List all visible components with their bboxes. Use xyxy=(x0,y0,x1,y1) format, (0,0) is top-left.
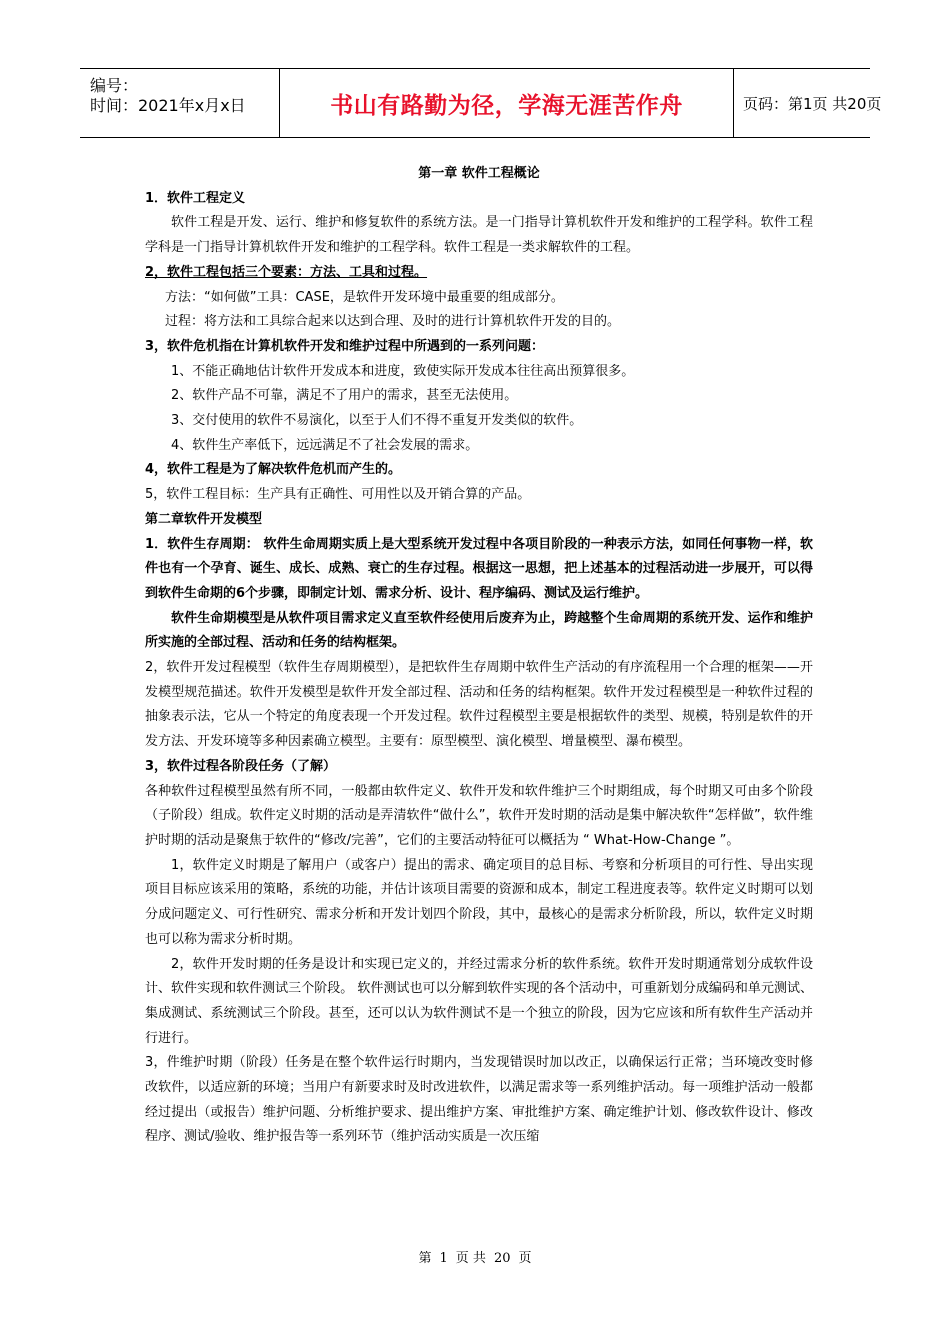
motto: 书山有路勤为径，学海无涯苦作舟 xyxy=(330,92,683,119)
document-body xyxy=(145,162,813,1150)
document-number: 编号： xyxy=(90,76,139,95)
footer-prefix: 第 xyxy=(418,1251,432,1266)
footer-mid: 页 共 xyxy=(455,1251,486,1266)
header-page-number: 页码：第1页 共20页 xyxy=(743,94,882,113)
paragraph: 1．软件生存周期： 软件生命周期实质上是大型系统开发过程中各项目阶段的一种表示方法，如同任何事物一样，软件也有一个孕育、诞生、成长、成熟、衰亡的生存过程。根据这一思想，把上述基本的过程活动进一步展开，可以得到软件生命期的6个步骤，即制定计划、需求分析、设计、程序编码、测试及运行维护。 xyxy=(145,536,813,601)
list-item: 4、软件生产率低下，远远满足不了社会发展的需求。 xyxy=(171,437,479,453)
section-heading xyxy=(145,261,813,286)
paragraph: 软件工程是开发、运行、维护和修复软件的系统方法。是一门指导计算机软件开发和维护的工程学科。软件工程学科是一门指导计算机软件开发和维护的工程学科。软件工程是一类求解软件的工程。 xyxy=(145,215,813,256)
footer-page: 1 xyxy=(439,1251,448,1266)
paragraph: 5，软件工程目标：生产具有正确性、可用性以及开销合算的产品。 xyxy=(145,487,531,503)
section-heading: 4，软件工程是为了解决软件危机而产生的。 xyxy=(145,462,402,478)
list-item: 2、软件产品不可靠，满足不了用户的需求，甚至无法使用。 xyxy=(171,388,518,404)
paragraph: 1，软件定义时期是了解用户（或客户）提出的需求、确定项目的总目标、考察和分析项目的可行性、导出实现项目目标应该采用的策略，系统的功能，并估计该项目需要的资源和成本，制定工程进度表等。软件定义时期可以划分成问题定义、可行性研究、需求分析和开发计划四个阶段，其中，最核心的是需求分析阶段，所以，软件定义时期也可以称为需求分析时期。 xyxy=(145,857,813,947)
heading-text: 2，软件工程包括三个要素：方法、工具和过程。 xyxy=(145,264,428,280)
paragraph: 2，软件开发过程模型（软件生存周期模型），是把软件生存周期中软件生产活动的有序流程用一个合理的框架——开发模型规范描述。软件开发模型是软件开发全部过程、活动和任务的结构框架。软件开发过程模型是一种软件过程的抽象表示法，它从一个特定的角度表现一个开发过程。软件过程模型主要是根据软件的类型、规模，特别是软件的开发方法、开发环境等多种因素确立模型。主要有：原型模型、演化模型、增量模型、瀑布模型。 xyxy=(145,660,813,750)
footer-total: 20 xyxy=(493,1251,511,1266)
header-left-cell xyxy=(80,69,279,137)
document-date: 时间：2021年x月x日 xyxy=(90,96,246,115)
chapter-title: 第一章 软件工程概论 xyxy=(418,166,540,181)
page-footer xyxy=(0,1247,950,1266)
paragraph: 3，件维护时期（阶段）任务是在整个软件运行时期内，当发现错误时加以改正，以确保运行正常；当环境改变时修改软件，以适应新的环境；当用户有新要求时及时改进软件，以满足需求等一系列维护活动。每一项维护活动一般都经过提出（或报告）维护问题、分析维护要求、提出维护方案、审批维护方案、确定维护计划、修改软件设计、修改程序、测试/验收、维护报告等一系列环节（维护活动实质是一次压缩 xyxy=(145,1055,813,1145)
page-header xyxy=(80,68,882,138)
footer-suffix: 页 xyxy=(518,1251,532,1266)
paragraph: 各种软件过程模型虽然有所不同，一般都由软件定义、软件开发和软件维护三个时期组成，每个时期又可由多个阶段（子阶段）组成。软件定义时期的活动是弄清软件“做什么”，软件开发时期的活动是集中解决软件“怎样做”，软件维护时期的活动是聚焦于软件的“修改/完善”，它们的主要活动特征可以概括为 “ What-How-Change ”。 xyxy=(145,783,813,848)
section-heading: 1．软件工程定义 xyxy=(145,190,246,206)
header-motto-cell xyxy=(279,69,734,137)
chapter-title: 第二章软件开发模型 xyxy=(145,511,263,527)
paragraph: 2，软件开发时期的任务是设计和实现已定义的，并经过需求分析的软件系统。软件开发时期通常划分成软件设计、软件实现和软件测试三个阶段。 软件测试也可以分解到软件实现的各个活动中，可重新划分成编码和单元测试、集成测试、系统测试三个阶段。甚至，还可以认为软件测试不是一个独立的阶段，因为它应该和所有软件生产活动并行进行。 xyxy=(145,956,813,1046)
paragraph: 软件生命期模型是从软件项目需求定义直至软件经使用后废弃为止，跨越整个生命周期的系统开发、运作和维护所实施的全部过程、活动和任务的结构框架。 xyxy=(145,610,813,651)
section-heading: 3，软件过程各阶段任务（了解） xyxy=(145,758,337,774)
paragraph: 过程：将方法和工具综合起来以达到合理、及时的进行计算机软件开发的目的。 xyxy=(165,314,621,330)
list-item: 3、交付使用的软件不易演化，以至于人们不得不重复开发类似的软件。 xyxy=(171,413,583,429)
section-heading: 3，软件危机指在计算机软件开发和维护过程中所遇到的一系列问题： xyxy=(145,338,545,354)
paragraph: 方法：“如何做”工具：CASE，是软件开发环境中最重要的组成部分。 xyxy=(165,289,564,305)
list-item: 1、不能正确地估计软件开发成本和进度，致使实际开发成本往往高出预算很多。 xyxy=(171,363,635,379)
